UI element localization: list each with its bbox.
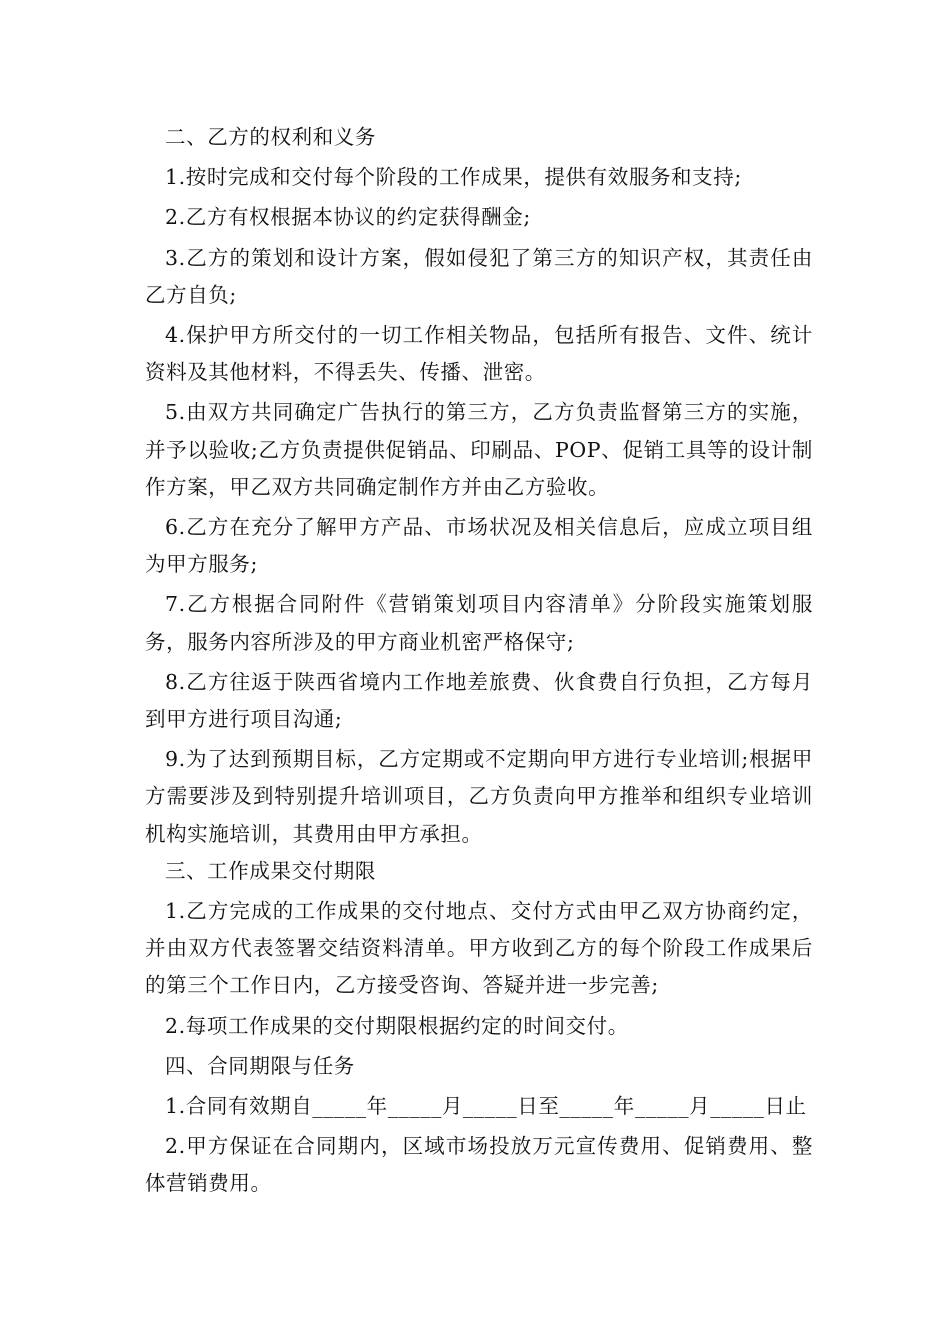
document-body (145, 119, 813, 1203)
clause-2-4: 4.保护甲方所交付的一切工作相关物品，包括所有报告、文件、统计资料及其他材料，不得丢失、传播、泄密。 (145, 323, 813, 385)
clause-3-1: 1.乙方完成的工作成果的交付地点、交付方式由甲乙双方协商约定，并由双方代表签署交结资料清单。甲方收到乙方的每个阶段工作成果后的第三个工作日内，乙方接受咨询、答疑并进一步完善; (145, 899, 813, 998)
clause-2-3: 3.乙方的策划和设计方案，假如侵犯了第三方的知识产权，其责任由乙方自负; (145, 245, 813, 307)
clause-2-1: 1.按时完成和交付每个阶段的工作成果，提供有效服务和支持; (165, 165, 742, 190)
clause-3-2: 2.每项工作成果的交付期限根据约定的时间交付。 (165, 1013, 629, 1038)
clause-4-2: 2.甲方保证在合同期内，区域市场投放万元宣传费用、促销费用、整体营销费用。 (145, 1134, 813, 1196)
section-heading-party-b-rights: 二、乙方的权利和义务 (165, 125, 376, 149)
clause-2-2: 2.乙方有权根据本协议的约定获得酬金; (165, 205, 531, 230)
clause-2-7: 7.乙方根据合同附件《营销策划项目内容清单》分阶段实施策划服务，服务内容所涉及的甲方商业机密严格保守; (145, 592, 813, 654)
section-heading-delivery-period: 三、工作成果交付期限 (165, 858, 376, 883)
clause-2-5: 5.由双方共同确定广告执行的第三方，乙方负责监督第三方的实施，并予以验收;乙方负责提供促销品、印刷品、POP、促销工具等的设计制作方案，甲乙双方共同确定制作方并由乙方验收。 (145, 400, 813, 499)
clause-2-8: 8.乙方往返于陕西省境内工作地差旅费、伙食费自行负担，乙方每月到甲方进行项目沟通; (145, 669, 813, 732)
clause-4-1: 1.合同有效期自_____年_____月_____日至_____年_____月_____日止 (165, 1094, 807, 1119)
clause-2-9: 9.为了达到预期目标，乙方定期或不定期向甲方进行专业培训;根据甲方需要涉及到特别提升培训项目，乙方负责向甲方推举和组织专业培训机构实施培训，其费用由甲方承担。 (145, 747, 813, 846)
clause-2-6: 6.乙方在充分了解甲方产品、市场状况及相关信息后，应成立项目组为甲方服务; (145, 515, 813, 577)
section-heading-contract-term: 四、合同期限与任务 (165, 1053, 355, 1078)
